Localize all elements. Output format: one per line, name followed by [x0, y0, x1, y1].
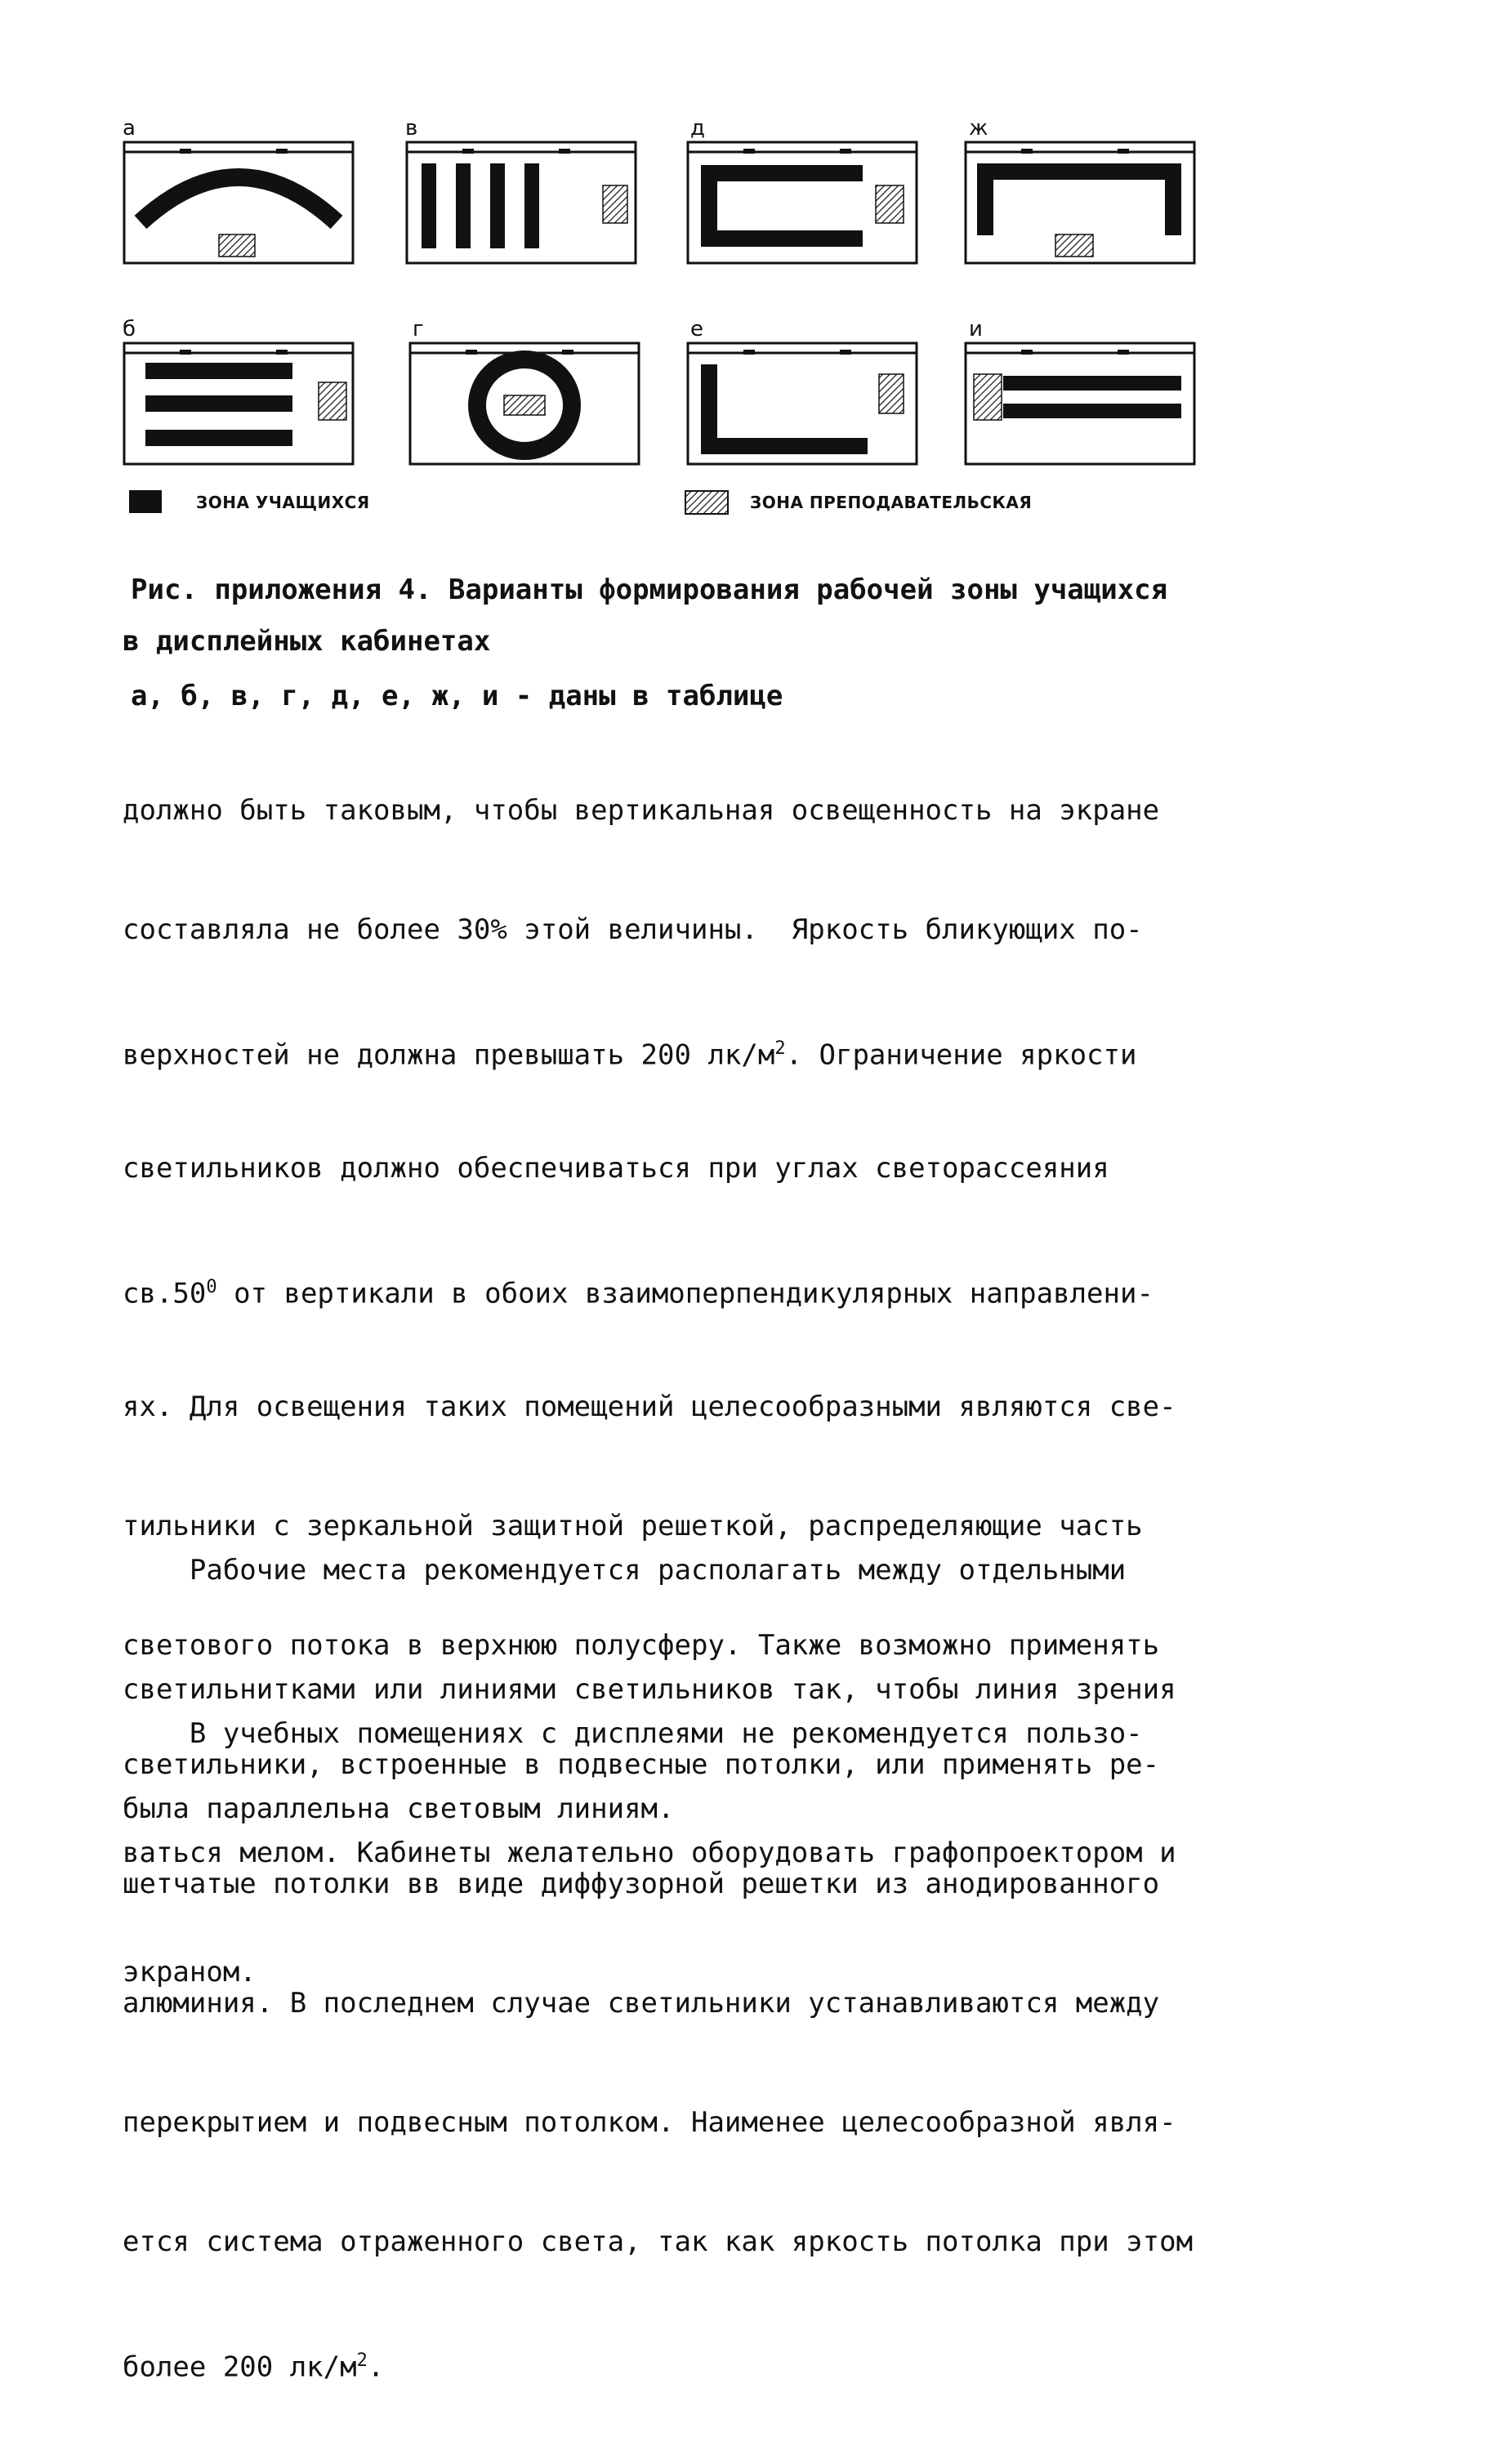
body-line: ваться мелом. Кабинеты желательно оборудовать графопроектором и [123, 1837, 1176, 1869]
label-i: и [969, 317, 983, 341]
room-layout-v [405, 141, 637, 265]
body-line: светового потока в верхнюю полусферу. Также возможно применять [123, 1629, 1160, 1662]
body-line: ется система отраженного света, так как яркость потолка при этом [123, 2225, 1194, 2258]
body-line: экраном. [123, 1956, 257, 1989]
teacher-zone [319, 382, 346, 420]
figure-caption-line1: Рис. приложения 4. Варианты формирования рабочей зоны учащихся [131, 574, 1168, 606]
body-line: светильники, встроенные в подвесные потолки, или применять ре- [123, 1748, 1160, 1781]
label-g: г [413, 317, 424, 341]
body-line: верхностей не должна превышать 200 $лк/м^2$. Ограничение яркости [123, 1038, 1137, 1072]
body-line: шетчатые потолки вв виде диффузорной решетки из анодированного [123, 1868, 1160, 1900]
label-d: д [690, 116, 705, 141]
body-line: должно быть таковым, чтобы вертикальная освещенность на экране [123, 794, 1160, 827]
body-line: более 200 $лк/м^2$. [123, 2350, 385, 2384]
body-paragraph-3 [123, 1652, 1176, 2075]
legend-teacher-label: ЗОНА ПРЕПОДАВАТЕЛЬСКАЯ [750, 493, 1033, 512]
teacher-zone [974, 374, 1002, 420]
room-layout-e [686, 341, 918, 466]
figure-caption-line3: а, б, в, г, д, е, ж, и - даны в таблице [131, 680, 783, 712]
room-layout-i [964, 341, 1196, 466]
body-line: перекрытием и подвесным потолком. Наименее целесообразной явля- [123, 2106, 1176, 2139]
body-line: ях. Для освещения таких помещений целесообразными являются све- [123, 1390, 1176, 1423]
teacher-zone [504, 395, 545, 415]
superscript: 0 [206, 1277, 217, 1297]
legend-teacher-swatch [685, 490, 729, 515]
body-line: $св.50^0$ от вертикали в обоих взаимоперпендикулярных направлени- [123, 1277, 1154, 1310]
body-line: составляла не более 30% этой величины. Яркость бликующих по- [123, 913, 1143, 946]
body-line: В учебных помещениях с дисплеями не рекомендуется пользо- [123, 1717, 1143, 1750]
teacher-zone [879, 374, 904, 413]
teacher-zone [1055, 234, 1093, 257]
room-layout-g [408, 341, 640, 466]
body-line: была параллельна световым линиям. [123, 1792, 675, 1825]
body-line: светильнитками или линиями светильников так, чтобы линия зрения [123, 1673, 1176, 1706]
body-line: алюминия. В последнем случае светильники устанавливаются между [123, 1987, 1160, 2020]
body-line: тильники с зеркальной защитной решеткой, распределяющие часть [123, 1510, 1143, 1542]
legend-students-label: ЗОНА УЧАЩИХСЯ [196, 493, 370, 512]
superscript: 2 [774, 1038, 786, 1059]
teacher-zone [219, 234, 255, 257]
teacher-zone [603, 185, 627, 223]
room-layout-d [686, 141, 918, 265]
body-line: Рабочие места рекомендуется располагать между отдельными [123, 1554, 1127, 1587]
teacher-zone [876, 185, 904, 223]
room-layout-zh [964, 141, 1196, 265]
figure-caption-line2: в дисплейных кабинетах [123, 625, 491, 658]
label-v: в [405, 116, 418, 141]
superscript: 2 [356, 2350, 368, 2371]
label-b: б [123, 317, 136, 341]
label-e: е [690, 317, 703, 341]
legend-students-swatch [129, 490, 162, 513]
room-layout-b [123, 341, 355, 466]
room-layout-a [123, 141, 355, 265]
label-a: а [123, 116, 136, 141]
body-line: светильников должно обеспечиваться при углах светорассеяния [123, 1152, 1109, 1185]
label-zh: ж [969, 116, 988, 141]
